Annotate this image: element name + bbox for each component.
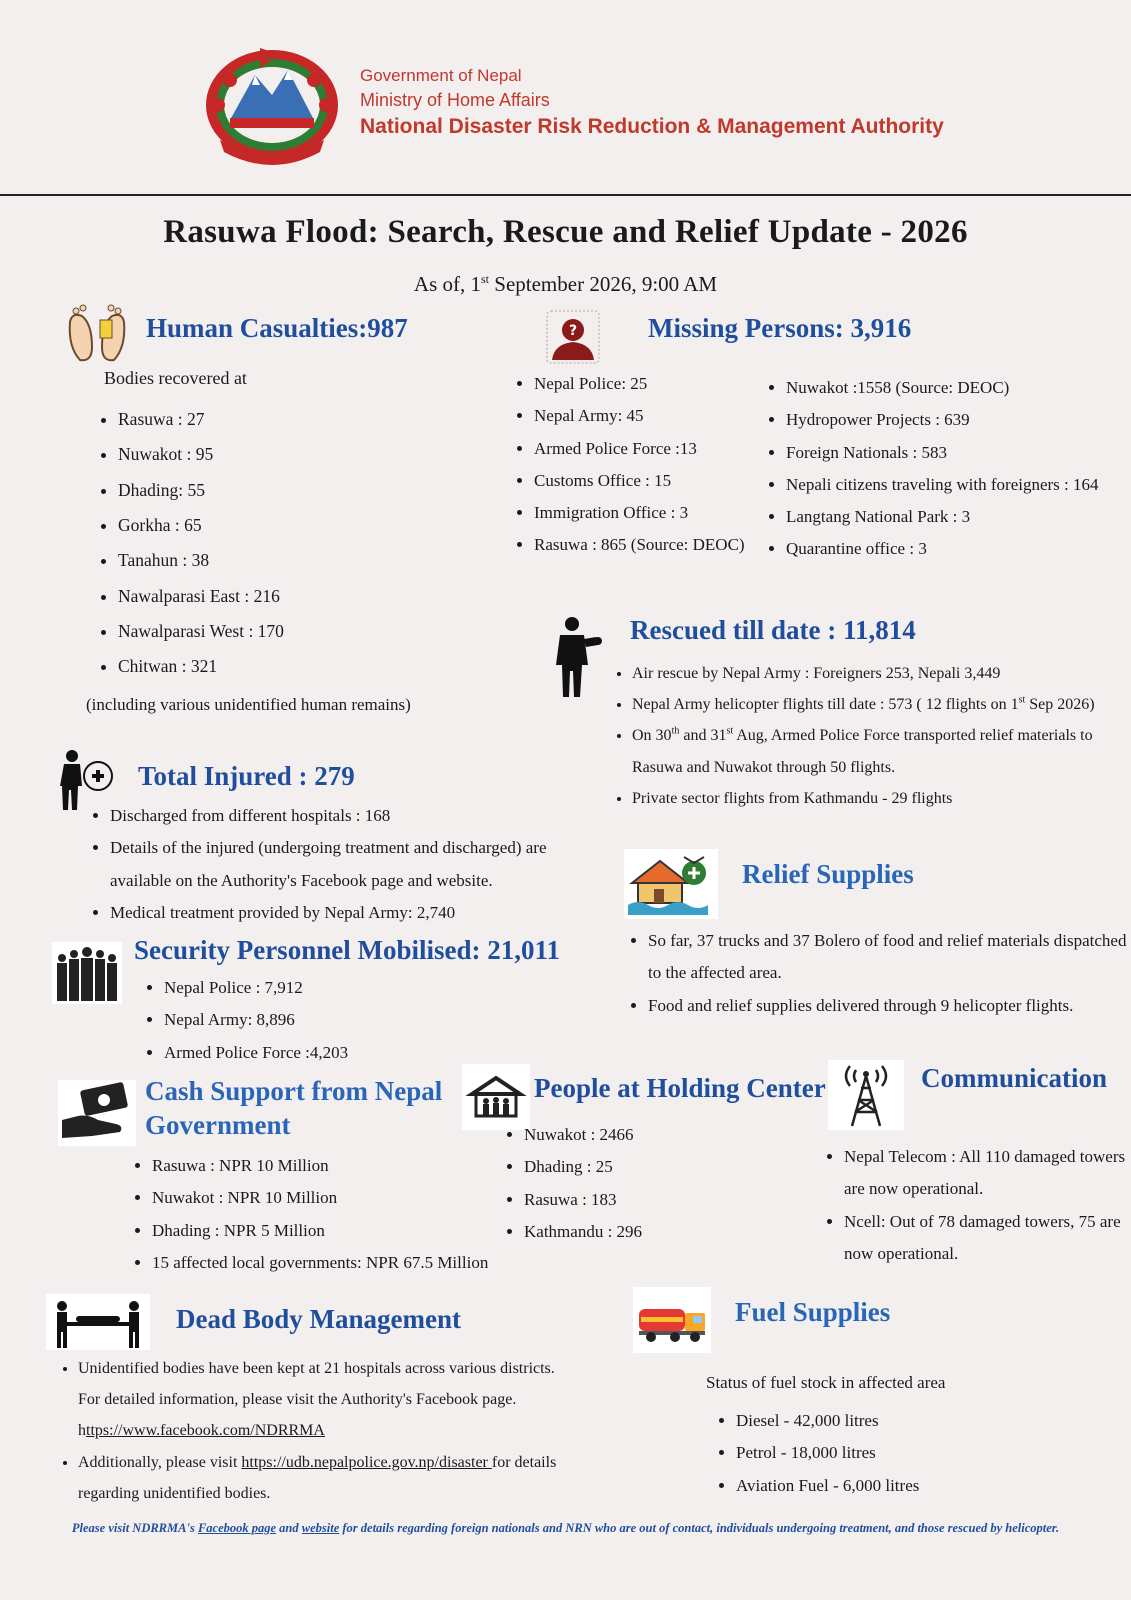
list-item: • Rasuwa : 27	[118, 402, 284, 437]
list-item: • Dhading : 25	[524, 1151, 642, 1183]
as-of-date: As of, 1st September 2026, 9:00 AM	[413, 272, 718, 296]
list-item: • Nawalparasi West : 170	[118, 614, 284, 649]
list-item: • Air rescue by Nepal Army : Foreigners 253, Nepali 3,449	[632, 658, 1131, 689]
personnel-group-icon	[52, 942, 122, 1004]
telecom-tower-icon	[828, 1060, 904, 1130]
list-item: • Diesel - 42,000 litres	[736, 1405, 919, 1437]
relief-list	[624, 925, 1128, 1022]
list-item: • Nuwakot : 95	[118, 437, 284, 472]
list-item: • Nepal Army helicopter flights till date : 573 ( 12 flights on 1st Sep 2026)	[632, 689, 1131, 720]
cash-hand-icon	[58, 1080, 136, 1146]
list-item: • Rasuwa : NPR 10 Million	[152, 1150, 488, 1182]
list-item: • Dhading : NPR 5 Million	[152, 1215, 488, 1247]
facebook-link[interactable]: ttps://www.facebook.com/NDRRMA	[86, 1422, 325, 1440]
deadbody-list	[54, 1353, 568, 1509]
list-item: • Nepal Army: 45	[534, 400, 745, 432]
missing-person-icon	[546, 310, 600, 364]
footer-website-link[interactable]: website	[301, 1521, 340, 1535]
rescuer-icon	[544, 615, 604, 699]
list-item: • Nepal Police : 7,912	[164, 972, 348, 1004]
list-item: • Nepal Police: 25	[534, 368, 745, 400]
header-divider	[0, 194, 1131, 196]
flood-house-icon	[624, 849, 718, 919]
udb-nepalpolice-link[interactable]: https://udb.nepalpolice.gov.np/disaster	[241, 1453, 492, 1471]
casualties-list	[94, 402, 284, 685]
fuel-intro: Status of fuel stock in affected area	[706, 1373, 946, 1392]
fuel-heading: Fuel Supplies	[735, 1297, 891, 1327]
list-item: • Nuwakot :1558 (Source: DEOC)	[786, 372, 1099, 404]
list-item: • 15 affected local governments: NPR 67.5 Million	[152, 1247, 488, 1279]
org-line-2: Ministry of Home Affairs	[360, 90, 550, 110]
rescued-heading: Rescued till date : 11,814	[630, 615, 916, 645]
missing-list-1	[510, 368, 745, 562]
communication-list	[820, 1141, 1131, 1270]
list-item: • Medical treatment provided by Nepal Army: 2,740	[110, 897, 580, 929]
list-item: • Rasuwa : 183	[524, 1184, 642, 1216]
list-item: • Tanahun : 38	[118, 543, 284, 578]
list-item: • Gorkha : 65	[118, 508, 284, 543]
page-title: Rasuwa Flood: Search, Rescue and Relief Update - 2026	[163, 214, 968, 250]
list-item: • Food and relief supplies delivered through 9 helicopter flights.	[648, 990, 1128, 1022]
list-item: • Kathmandu : 296	[524, 1216, 642, 1248]
relief-heading: Relief Supplies	[742, 859, 914, 889]
rescued-list	[608, 658, 1131, 814]
list-item: • On 30th and 31st Aug, Armed Police Force transported relief materials to Rasuwa and Nuwakot through 50 flights.	[632, 720, 1131, 782]
list-item: • Details of the injured (undergoing treatment and discharged) are available on the Authority's Facebook page and website.	[110, 832, 580, 897]
casualties-heading: Human Casualties:987	[146, 313, 408, 343]
missing-list-2	[762, 372, 1099, 566]
list-item: • Immigration Office : 3	[534, 497, 745, 529]
casualties-note: (including various unidentified human remains)	[86, 695, 411, 714]
holding-list	[500, 1119, 642, 1248]
fuel-list	[712, 1405, 919, 1502]
list-item: • Nuwakot : NPR 10 Million	[152, 1182, 488, 1214]
list-item: • Dhading: 55	[118, 473, 284, 508]
cash-heading: Cash Support from Nepal Government	[145, 1076, 443, 1140]
list-item: • Ncell: Out of 78 damaged towers, 75 are now operational.	[844, 1206, 1131, 1271]
feet-tag-icon	[62, 302, 132, 364]
org-line-1: Government of Nepal	[360, 66, 522, 85]
list-item: • Unidentified bodies have been kept at 21 hospitals across various districts. For detailed information, please visit the Authority's Facebook page. https://www.facebook.com/NDRRMA	[78, 1353, 568, 1447]
injured-list	[86, 800, 580, 929]
casualties-intro: Bodies recovered at	[104, 368, 247, 388]
list-item: • Armed Police Force :4,203	[164, 1037, 348, 1069]
list-item: • Discharged from different hospitals : 168	[110, 800, 580, 832]
footer-note: Please visit NDRRMA's Facebook page and website for details regarding foreign nationals and NRN who are out of contact, individuals undergoing treatment, and those rescued by helicopter.	[71, 1521, 1060, 1535]
list-item: • Rasuwa : 865 (Source: DEOC)	[534, 529, 745, 561]
injured-heading: Total Injured : 279	[138, 761, 355, 791]
list-item: • Foreign Nationals : 583	[786, 437, 1099, 469]
list-item: • Nepal Telecom : All 110 damaged towers are now operational.	[844, 1141, 1131, 1206]
communication-heading: Communication	[921, 1063, 1108, 1093]
list-item: • Hydropower Projects : 639	[786, 404, 1099, 436]
list-item: • Armed Police Force :13	[534, 433, 745, 465]
nepal-emblem-icon	[200, 40, 345, 165]
footer-facebook-link[interactable]: Facebook page	[197, 1521, 277, 1535]
list-item: • Langtang National Park : 3	[786, 501, 1099, 533]
list-item: • Chitwan : 321	[118, 649, 284, 684]
list-item: • Additionally, please visit https://udb.nepalpolice.gov.np/disaster for details regarding unidentified bodies.	[78, 1447, 568, 1509]
org-line-3: National Disaster Risk Reduction & Management Authority	[360, 115, 944, 138]
list-item: • So far, 37 trucks and 37 Bolero of food and relief materials dispatched to the affected area.	[648, 925, 1128, 990]
list-item: • Petrol - 18,000 litres	[736, 1437, 919, 1469]
list-item: • Nawalparasi East : 216	[118, 579, 284, 614]
missing-heading: Missing Persons: 3,916	[648, 313, 912, 343]
fuel-truck-icon	[633, 1287, 711, 1353]
security-list	[140, 972, 348, 1069]
security-heading: Security Personnel Mobilised: 21,011	[134, 935, 560, 965]
deadbody-heading: Dead Body Management	[176, 1304, 461, 1334]
stretcher-icon	[46, 1294, 150, 1350]
holding-heading: People at Holding Center	[534, 1073, 826, 1103]
list-item: • Quarantine office : 3	[786, 533, 1099, 565]
list-item: • Aviation Fuel - 6,000 litres	[736, 1470, 919, 1502]
list-item: • Nepal Army: 8,896	[164, 1004, 348, 1036]
cash-list	[128, 1150, 488, 1279]
list-item: • Private sector flights from Kathmandu - 29 flights	[632, 783, 1131, 814]
svg-text:?: ?	[568, 323, 578, 339]
list-item: • Nuwakot : 2466	[524, 1119, 642, 1151]
list-item: • Customs Office : 15	[534, 465, 745, 497]
list-item: • Nepali citizens traveling with foreigners : 164	[786, 469, 1099, 501]
